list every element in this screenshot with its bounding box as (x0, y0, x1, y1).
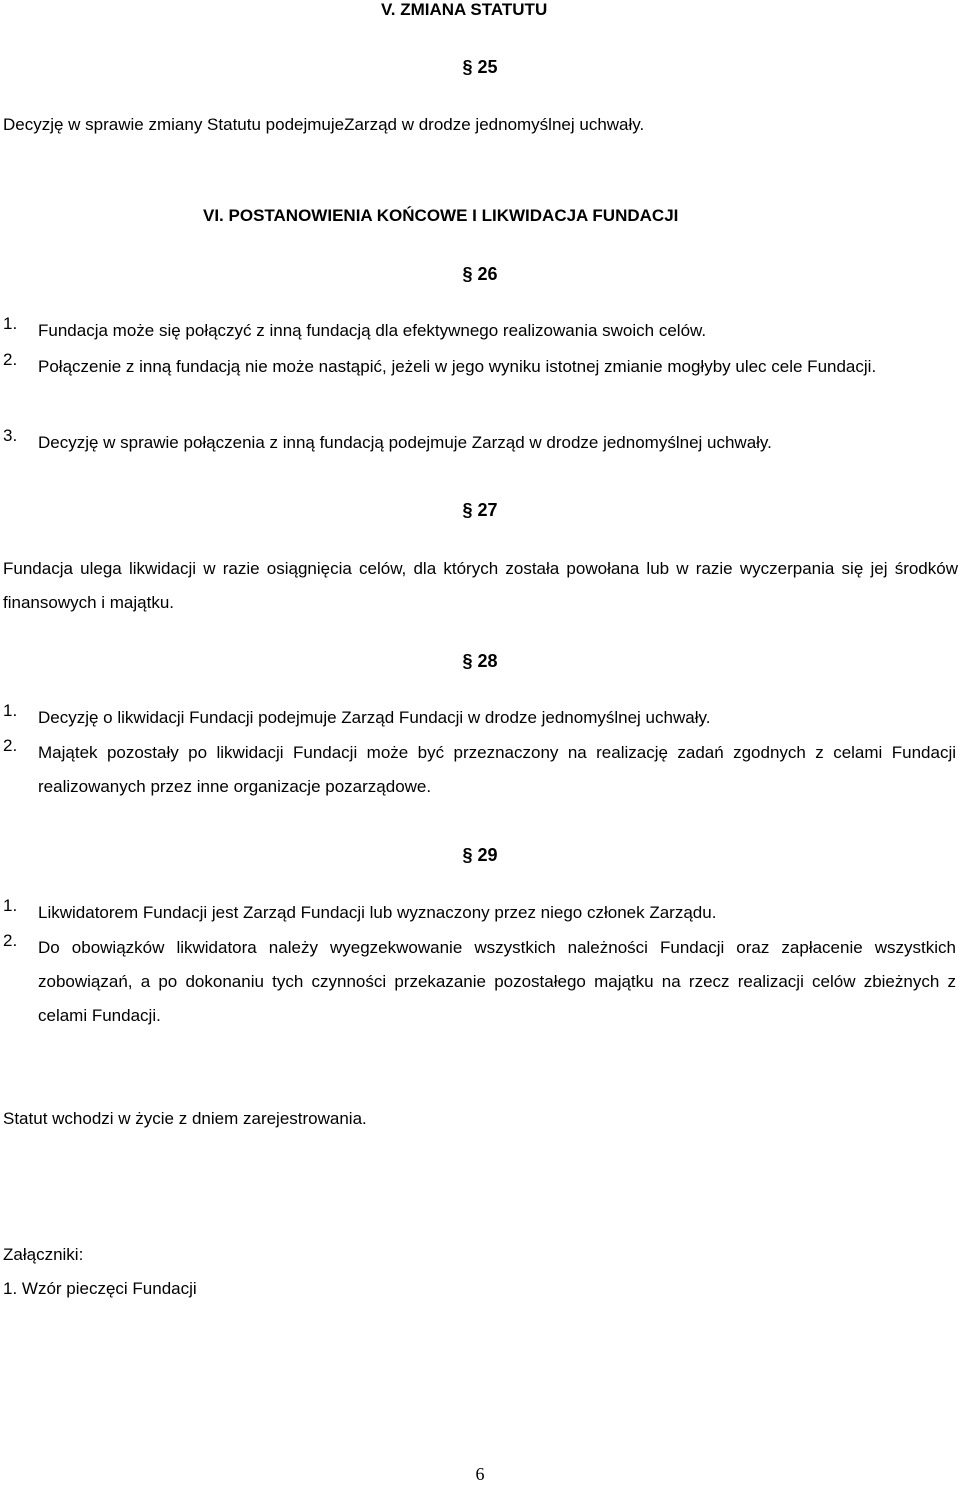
list-item-text: Decyzję w sprawie połączenia z inną fundacją podejmuje Zarząd w drodze jednomyślnej uchwały. (38, 433, 772, 452)
list-item-text: Połączenie z inną fundacją nie może nastąpić, jeżeli w jego wyniku istotnej zmianie mogłyby ulec cele Fundacji. (38, 357, 877, 376)
paragraph-29-label: § 29 (462, 845, 498, 865)
list-item-text: Decyzję o likwidacji Fundacji podejmuje Zarząd Fundacji w drodze jednomyślnej uchwały. (38, 708, 711, 727)
paragraph-25-text: Decyzję w sprawie zmiany Statutu podejmujeZarząd w drodze jednomyślnej uchwały. (3, 115, 645, 134)
paragraph-28-label: § 28 (462, 651, 498, 671)
paragraph-26-label: § 26 (462, 264, 498, 284)
list-item-number: 2. (3, 350, 18, 369)
paragraph-27-label: § 27 (462, 500, 498, 520)
list-item-number: 2. (3, 736, 18, 755)
list-item-number: 3. (3, 426, 18, 445)
list-item-text: Majątek pozostały po likwidacji Fundacji może być przeznaczony na realizację zadań zgodnych z celami Fundacji realizowanych przez inne organizacje pozarządowe. (38, 743, 956, 796)
list-item-text: Do obowiązków likwidatora należy wyegzekwowanie wszystkich należności Fundacji oraz zapłacenie wszystkich zobowiązań, a po dokonaniu tych czynności przekazanie pozostałego majątku na rzecz realizacji celów zbieżnych z celami Fundacji. (38, 938, 956, 1025)
attachment-item: 1. Wzór pieczęci Fundacji (3, 1279, 197, 1298)
list-item-text: Fundacja może się połączyć z inną fundacją dla efektywnego realizowania swoich celów. (38, 321, 707, 340)
section-v-title: V. ZMIANA STATUTU (381, 0, 548, 19)
closing-statement: Statut wchodzi w życie z dniem zarejestrowania. (3, 1109, 367, 1128)
list-item-number: 2. (3, 931, 18, 950)
page-number: 6 (475, 1464, 485, 1484)
list-item-number: 1. (3, 896, 18, 915)
paragraph-25-label: § 25 (462, 57, 498, 77)
list-item-text: Likwidatorem Fundacji jest Zarząd Fundacji lub wyznaczony przez niego członek Zarządu. (38, 903, 717, 922)
list-item-number: 1. (3, 701, 18, 720)
list-item-number: 1. (3, 314, 18, 333)
section-vi-title: VI. POSTANOWIENIA KOŃCOWE I LIKWIDACJA FUNDACJI (203, 206, 679, 225)
paragraph-27-text: Fundacja ulega likwidacji w razie osiągnięcia celów, dla których została powołana lub w razie wyczerpania się jej środków finansowych i majątku. (3, 559, 958, 612)
attachments-heading: Załączniki: (3, 1245, 84, 1264)
